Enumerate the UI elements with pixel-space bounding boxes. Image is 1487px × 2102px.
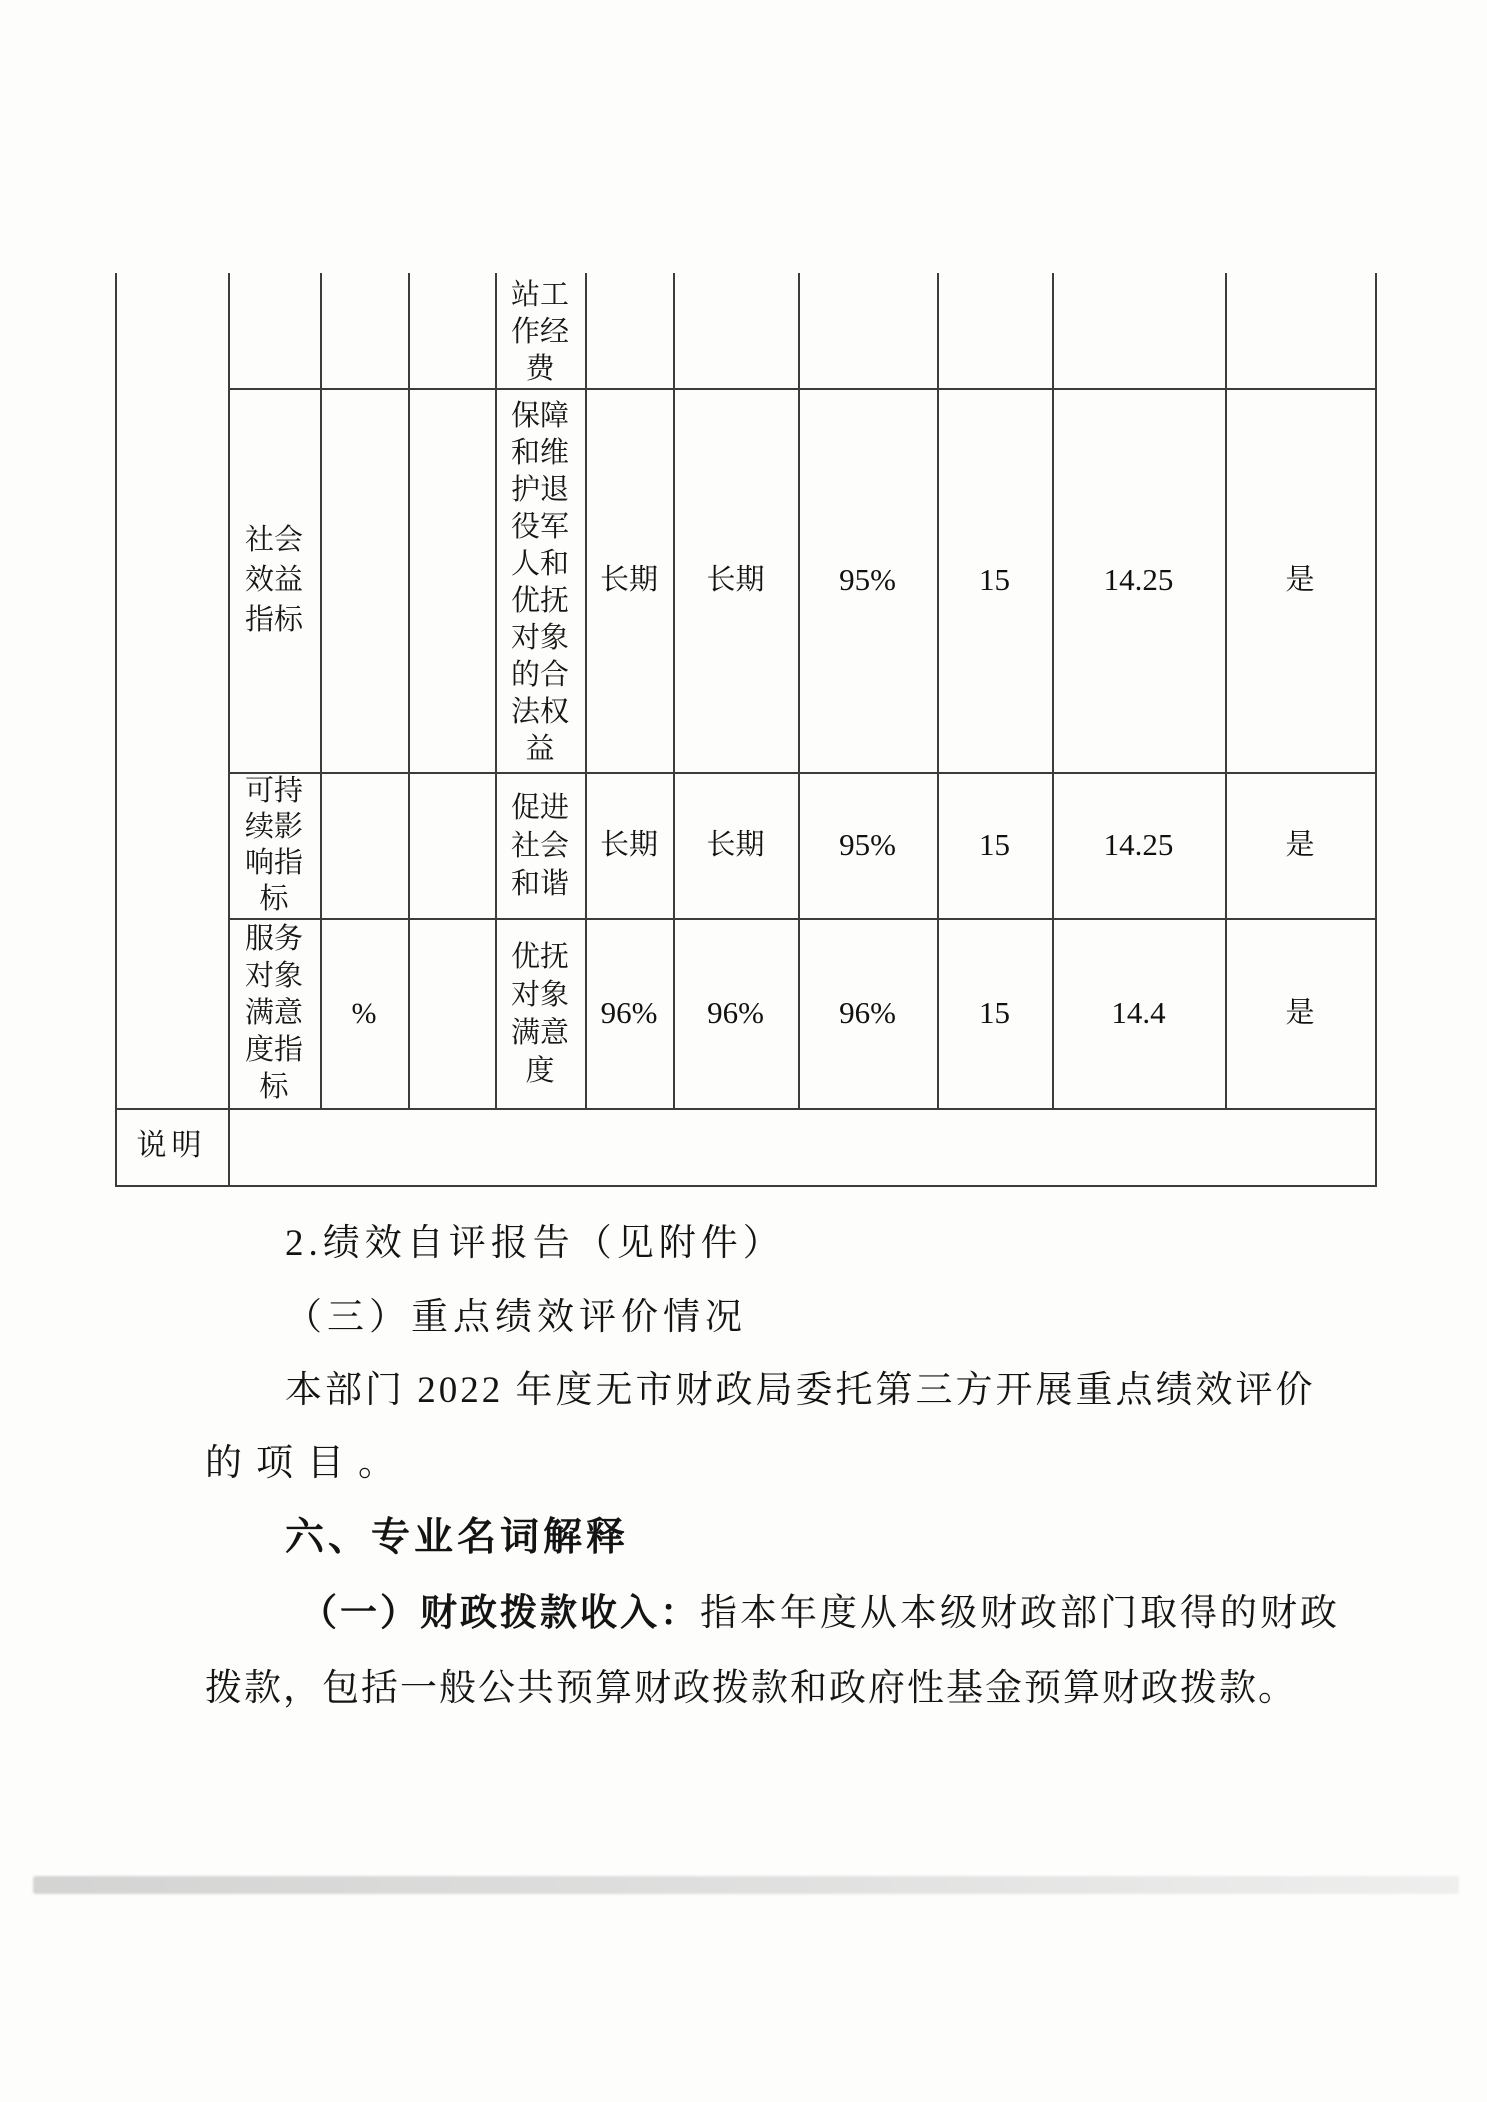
term-definition: 指本年度从本级财政部门取得的财政 [700,1593,1340,1634]
table-line [1052,273,1054,1108]
row-label-satisfaction: 服务对象满意度指标 [244,923,303,1103]
table-line [228,772,1377,774]
cell-value: 96% [707,995,764,1030]
cell-unit-percent: % [351,997,377,1030]
cell-value: 14.25 [1103,562,1174,597]
table-line [228,388,1377,390]
table-border-right [1375,273,1377,1185]
table-line [585,273,587,1108]
table-line [228,273,230,1185]
scan-artifact-streak [33,1876,1459,1894]
table-border-left [115,273,117,1185]
table-footer-label: 说明 [136,1129,207,1162]
cell-value: 95% [839,562,896,597]
para-fiscal-appropriation-line1 [300,1589,1340,1638]
table-line [937,273,939,1108]
cell-indicator-name: 促进社会和谐 [510,792,569,900]
cell-value: 长期 [706,564,765,596]
table-line [228,918,1377,920]
cell-value: 长期 [599,829,658,861]
cell-value: 是 [1285,564,1315,596]
table-line [1225,273,1227,1108]
cell-indicator-continued: 站工作经费 [510,279,569,385]
para-self-eval-report: 2.绩效自评报告（见附件） [285,1223,785,1264]
cell-value: 14.25 [1103,827,1174,862]
table-border-bottom [115,1185,1377,1187]
para-key-evaluation-heading: （三）重点绩效评价情况 [285,1297,747,1338]
cell-value: 14.4 [1111,995,1166,1030]
table-line [320,273,322,1108]
table-line [115,1108,1377,1110]
row-label-social-benefit: 社会效益指标 [244,524,303,636]
cell-value: 是 [1285,829,1315,861]
para-no-third-party-line1: 本部门 2022 年度无市财政局委托第三方开展重点绩效评价 [285,1370,1316,1411]
cell-value: 15 [979,827,1010,862]
cell-value: 95% [839,827,896,862]
table-line [408,273,410,1108]
cell-value: 长期 [599,564,658,596]
cell-value: 96% [600,995,658,1030]
table-line [495,273,497,1108]
cell-indicator-name: 保障和维护退役军人和优抚对象的合法权益 [510,400,569,765]
term-name-bold: （一）财政拨款收入： [300,1592,700,1633]
cell-indicator-name: 优抚对象满意度 [510,941,569,1087]
table-line [673,273,675,1108]
para-fiscal-appropriation-line2: 拨款，包括一般公共预算财政拨款和政府性基金预算财政拨款。 [205,1668,1297,1709]
table-line [798,273,800,1108]
cell-value: 15 [979,562,1010,597]
cell-value: 96% [839,995,896,1030]
cell-value: 长期 [706,829,765,861]
para-no-third-party-line2: 的项目。 [205,1443,409,1484]
row-label-sustainable-impact: 可持续影响指标 [244,775,303,915]
cell-value: 15 [979,995,1010,1030]
cell-value: 是 [1285,997,1315,1029]
section-heading-terms: 六、专业名词解释 [285,1516,630,1559]
